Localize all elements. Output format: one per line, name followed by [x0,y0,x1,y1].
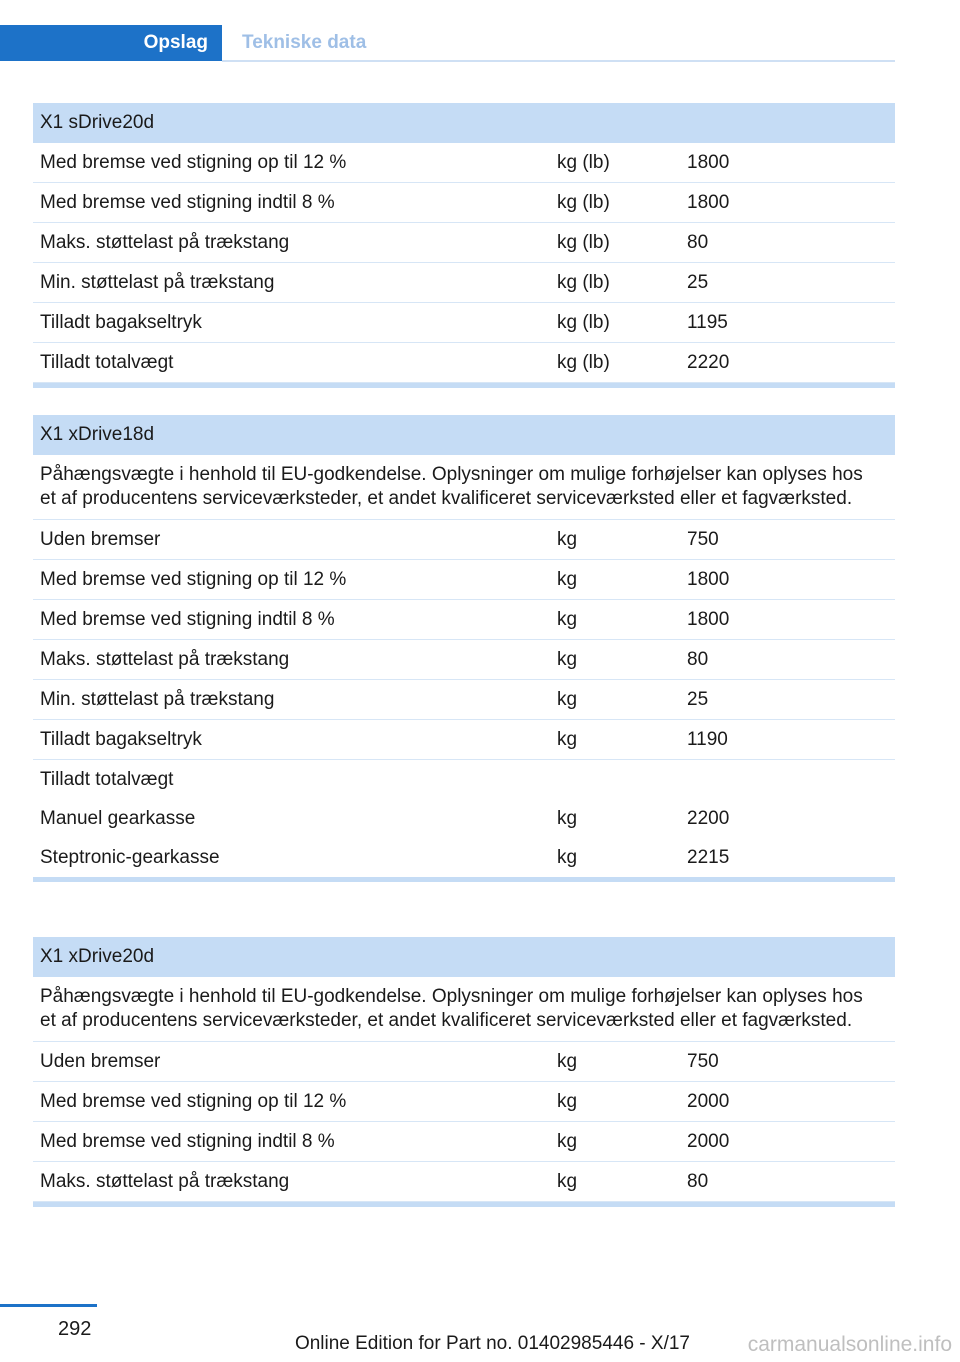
table-row [33,1162,895,1202]
row-value: 80 [687,648,709,670]
row-label: Manuel gearkasse [40,807,196,829]
row-label: Min. støttelast på trækstang [40,271,275,293]
row-value: 2215 [687,846,730,868]
row-value: 2000 [687,1130,730,1152]
table-row [33,838,895,877]
row-label: Uden bremser [40,1050,161,1072]
row-unit: kg [557,846,578,868]
table-row [33,560,895,600]
row-unit: kg (lb) [557,151,610,173]
section-title: X1 xDrive18d [33,415,895,455]
row-unit: kg [557,568,578,590]
row-value: 1800 [687,151,730,173]
table-row [33,1082,895,1122]
table-row [33,183,895,223]
section-end-rule [33,877,895,882]
page-number: 292 [58,1318,92,1340]
subgroup-label-row [33,760,895,799]
row-label: Tilladt bagakseltryk [40,311,202,333]
row-label: Min. støttelast på trækstang [40,688,275,710]
row-value: 80 [687,231,709,253]
section-title: X1 sDrive20d [33,103,895,143]
row-value: 1800 [687,568,730,590]
row-unit: kg (lb) [557,351,610,373]
row-label: Med bremse ved stigning op til 12 % [40,1090,347,1112]
row-value: 750 [687,1050,719,1072]
row-unit: kg (lb) [557,271,610,293]
row-unit: kg [557,1130,578,1152]
row-value: 25 [687,688,709,710]
row-label: Med bremse ved stigning indtil 8 % [40,608,335,630]
section-title: X1 xDrive20d [33,937,895,977]
row-unit: kg (lb) [557,191,610,213]
row-value: 1800 [687,191,730,213]
spec-table-2 [33,937,895,1207]
watermark: carmanualsonline.info [747,1333,952,1356]
row-label: Med bremse ved stigning indtil 8 % [40,191,335,213]
header-divider [222,60,895,62]
table-row [33,799,895,838]
table-row [33,640,895,680]
row-unit: kg [557,648,578,670]
row-unit: kg [557,807,578,829]
section-end-rule [33,383,895,388]
table-row [33,520,895,560]
table-row [33,263,895,303]
table-row [33,1042,895,1082]
row-value: 750 [687,528,719,550]
row-label: Med bremse ved stigning op til 12 % [40,568,347,590]
header-tabs [0,0,960,62]
row-value: 80 [687,1170,709,1192]
section-note: Påhængsvægte i henhold til EU-godkendelse. Oplysninger om mulige forhøjelser kan oplyses hos et af producentens serviceværksteder, et andet kvalificeret serviceværksted eller et fagværksted. [33,455,895,520]
spec-table-0 [33,103,895,388]
subgroup-label: Tilladt totalvægt [40,768,174,790]
row-label: Tilladt totalvægt [40,351,174,373]
row-label: Maks. støttelast på trækstang [40,648,290,670]
row-label: Steptronic-gearkasse [40,846,220,868]
edition-text: Online Edition for Part no. 01402985446 - X/17 [294,1333,690,1354]
row-unit: kg [557,688,578,710]
row-value: 25 [687,271,709,293]
row-label: Tilladt bagakseltryk [40,728,202,750]
section-note: Påhængsvægte i henhold til EU-godkendelse. Oplysninger om mulige forhøjelser kan oplyses hos et af producentens serviceværksteder, et andet kvalificeret serviceværksted eller et fagværksted. [33,977,895,1042]
row-unit: kg [557,728,578,750]
table-row [33,223,895,263]
tab-tekniske-data[interactable]: Tekniske data [242,32,367,53]
table-row [33,303,895,343]
row-unit: kg [557,608,578,630]
row-value: 1190 [687,728,728,750]
tab-opslag[interactable]: Opslag [0,25,222,61]
row-value: 2000 [687,1090,730,1112]
section-end-rule [33,1202,895,1207]
table-row [33,600,895,640]
page-number-rule [0,1304,97,1307]
row-unit: kg [557,528,578,550]
row-label: Maks. støttelast på trækstang [40,1170,290,1192]
row-unit: kg [557,1050,578,1072]
row-value: 2200 [687,807,730,829]
row-label: Maks. støttelast på trækstang [40,231,290,253]
table-row [33,680,895,720]
row-unit: kg [557,1170,578,1192]
row-label: Uden bremser [40,528,161,550]
row-label: Med bremse ved stigning op til 12 % [40,151,347,173]
row-label: Med bremse ved stigning indtil 8 % [40,1130,335,1152]
table-row [33,720,895,760]
row-unit: kg [557,1090,578,1112]
row-unit: kg (lb) [557,311,610,333]
row-value: 1800 [687,608,730,630]
row-value: 2220 [687,351,730,373]
spec-table-1 [33,415,895,882]
table-row [33,1122,895,1162]
table-row [33,343,895,383]
table-row [33,143,895,183]
row-unit: kg (lb) [557,231,610,253]
row-value: 1195 [687,311,728,333]
